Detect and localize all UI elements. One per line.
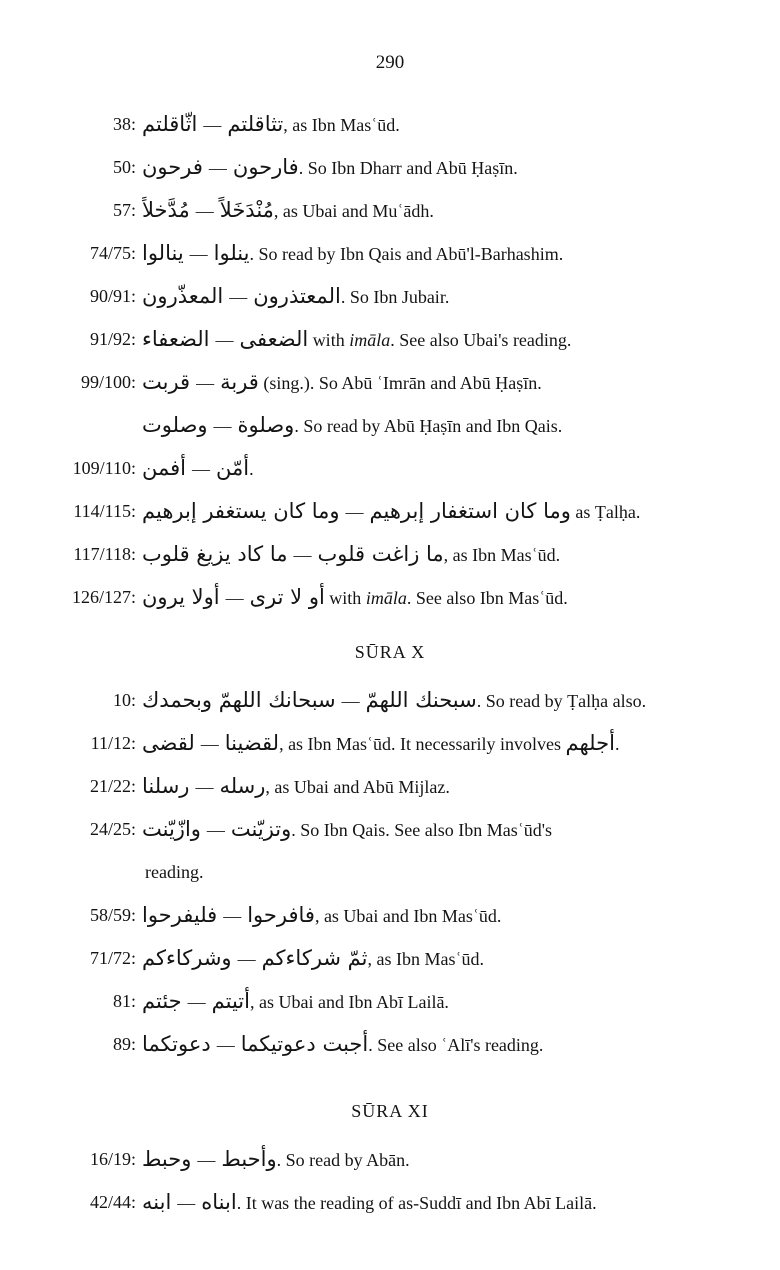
verse-ref: 99/100: [80, 372, 136, 392]
entry-note: , as Ubai and Abū Mijlaz. [265, 777, 450, 797]
reading-arabic: فليفرحوا [142, 903, 218, 927]
entry-note: , as Ubai and Ibn Masʿūd. [314, 906, 502, 926]
verse-ref: 91/92: [89, 329, 136, 349]
entry-body [142, 405, 706, 445]
verse-ref: 126/127: [71, 587, 136, 607]
entry-body [142, 938, 706, 978]
verse-ref: 71/72: [89, 948, 136, 968]
entry-body [142, 1024, 706, 1064]
variant-arabic: المعتذرون [253, 284, 341, 308]
entry-note: reading. [145, 862, 204, 882]
entry-body [142, 1139, 706, 1179]
reading-arabic: مُدَّخلاً [142, 198, 190, 222]
entry-note-tail: . [614, 734, 620, 754]
sura-heading: SŪRA X [354, 642, 426, 662]
entry-body [142, 723, 706, 763]
reading-arabic: المعذّرون [142, 284, 224, 308]
apparatus-line [0, 723, 780, 763]
entry-note: , as Ibn Masʿūd. It necessarily involves [279, 734, 566, 754]
apparatus-line [0, 147, 780, 187]
variant-arabic: قربة [220, 370, 259, 394]
entry-note: with [324, 588, 366, 608]
apparatus-line [0, 448, 780, 488]
apparatus-line [0, 577, 780, 617]
dash-separator: — [229, 287, 248, 307]
reading-arabic: ما كاد يزيغ قلوب [142, 542, 288, 566]
dash-separator: — [203, 115, 222, 135]
apparatus-line [0, 809, 780, 849]
dash-separator: — [197, 1150, 216, 1170]
note-arabic: أجلهم [565, 731, 615, 755]
entry-note: . So Ibn Dharr and Abū Ḥaṣīn. [298, 158, 518, 178]
entry-note-tail: . See also Ubai's reading. [390, 330, 572, 350]
apparatus-line [0, 938, 780, 978]
reading-arabic: قربت [142, 370, 191, 394]
variant-arabic: أو لا ترى [249, 585, 325, 609]
apparatus-line [0, 233, 780, 273]
reading-arabic: اثّاقلتم [142, 112, 198, 136]
variant-arabic: الضعفى [239, 327, 309, 351]
reading-arabic: جئتم [142, 989, 182, 1013]
dash-separator: — [189, 244, 208, 264]
verse-ref: 50: [112, 157, 136, 177]
variant-arabic: أتيتم [211, 989, 250, 1013]
dash-separator: — [213, 416, 232, 436]
reading-arabic: وما كان يستغفر إبرهيم [142, 499, 340, 523]
entry-body [142, 895, 706, 935]
dash-separator: — [341, 691, 360, 711]
entry-note: . So read by Ṭalḥa also. [476, 691, 647, 711]
entry-note: . So read by Abū Ḥaṣīn and Ibn Qais. [294, 416, 563, 436]
verse-ref: 24/25: [89, 819, 136, 839]
sura-heading: SŪRA XI [351, 1101, 429, 1121]
variant-arabic: فارحون [232, 155, 299, 179]
entry-body [142, 276, 706, 316]
verse-ref: 90/91: [89, 286, 136, 306]
dash-separator: — [293, 545, 312, 565]
reading-arabic: أفمن [142, 456, 186, 480]
italic-term: imāla [349, 330, 391, 350]
entry-body [142, 534, 706, 574]
reading-arabic: ينالوا [142, 241, 184, 265]
apparatus-line [0, 766, 780, 806]
apparatus-line [0, 1182, 780, 1222]
dash-separator: — [223, 906, 242, 926]
reading-arabic: الضعفاء [142, 327, 210, 351]
entry-body [142, 233, 706, 273]
dash-separator: — [237, 949, 256, 969]
reading-arabic: لقضى [142, 731, 195, 755]
reading-arabic: وصلوت [142, 413, 208, 437]
reading-arabic: دعوتكما [142, 1032, 211, 1056]
variant-arabic: مُنْدَخَلاً [219, 198, 274, 222]
dash-separator: — [206, 820, 225, 840]
dash-separator: — [192, 459, 210, 479]
dash-separator: — [187, 992, 206, 1012]
variant-arabic: أجبت دعوتيكما [240, 1032, 369, 1056]
verse-ref: 57: [112, 200, 136, 220]
dash-separator: — [195, 201, 214, 221]
verse-ref: 81: [112, 991, 136, 1011]
entry-note: , as Ubai and Muʿādh. [273, 201, 434, 221]
italic-term: imāla [365, 588, 407, 608]
apparatus-line [0, 1139, 780, 1179]
entry-body [142, 809, 706, 849]
verse-ref: 16/19: [89, 1149, 136, 1169]
verse-ref: 89: [112, 1034, 136, 1054]
verse-ref: 74/75: [89, 243, 136, 263]
entry-body [142, 147, 706, 187]
entry-note: . So Ibn Jubair. [340, 287, 450, 307]
dash-separator: — [200, 734, 219, 754]
variant-arabic: تثاقلتم [227, 112, 284, 136]
dash-separator: — [225, 588, 244, 608]
variant-arabic: ينلوا [213, 241, 250, 265]
entry-note: , as Ibn Masʿūd. [283, 115, 400, 135]
variant-arabic: ثمّ شركاءكم [261, 946, 368, 970]
entry-body [142, 1182, 706, 1222]
apparatus-line [0, 276, 780, 316]
verse-ref: 114/115: [73, 501, 136, 521]
dash-separator: — [345, 502, 364, 522]
entry-body [142, 104, 706, 144]
apparatus-line [0, 319, 780, 359]
dash-separator: — [196, 373, 215, 393]
entry-note: . So Ibn Qais. See also Ibn Masʿūd's [291, 820, 553, 840]
entry-note: . So read by Abān. [276, 1150, 410, 1170]
entry-note: . [249, 459, 254, 479]
verse-ref: 21/22: [89, 776, 136, 796]
entry-note: (sing.). So Abū ʿImrān and Abū Ḥaṣīn. [258, 373, 542, 393]
apparatus-line [0, 405, 780, 445]
apparatus-line [0, 981, 780, 1021]
dash-separator: — [215, 330, 234, 350]
variant-arabic: وتزيّنت [230, 817, 292, 841]
entry-note: . So read by Ibn Qais and Abū'l-Barhashim. [249, 244, 564, 264]
apparatus-line [0, 680, 780, 720]
apparatus-line [0, 190, 780, 230]
dash-separator: — [216, 1035, 235, 1055]
reading-arabic: وحبط [142, 1147, 192, 1171]
variant-arabic: أمّن [216, 456, 250, 480]
apparatus-line [0, 852, 780, 892]
variant-arabic: وأحبط [221, 1147, 277, 1171]
entry-body [142, 491, 706, 531]
entry-note: , as Ubai and Ibn Abī Lailā. [249, 992, 449, 1012]
entry-body [142, 680, 706, 720]
reading-arabic: وشركاءكم [142, 946, 232, 970]
apparatus-line [0, 1024, 780, 1064]
variant-arabic: رسله [219, 774, 266, 798]
entry-note: . It was the reading of as-Suddī and Ibn Abī Lailā. [236, 1193, 597, 1213]
entry-note: with [308, 330, 350, 350]
variant-arabic: ابناه [201, 1190, 237, 1214]
verse-ref: 42/44: [89, 1192, 136, 1212]
entry-body [142, 319, 706, 359]
apparatus-line [0, 362, 780, 402]
variant-arabic: سبحنك اللهمّ [365, 688, 477, 712]
entry-body [145, 852, 706, 892]
reading-arabic: فرحون [142, 155, 203, 179]
apparatus-line [0, 491, 780, 531]
entry-note: , as Ibn Masʿūd. [367, 949, 484, 969]
variant-arabic: لقضينا [224, 731, 280, 755]
entry-body [142, 766, 706, 806]
entry-body [142, 362, 706, 402]
entry-note-tail: . See also Ibn Masʿūd. [406, 588, 568, 608]
entry-note: . See also ʿAlī's reading. [368, 1035, 544, 1055]
entry-note: as Ṭalḥa. [570, 502, 641, 522]
apparatus-line [0, 534, 780, 574]
verse-ref: 58/59: [89, 905, 136, 925]
dash-separator: — [177, 1193, 196, 1213]
entry-body [142, 577, 706, 617]
entry-body [142, 448, 706, 488]
variant-arabic: وما كان استغفار إبرهيم [369, 499, 571, 523]
entry-body [142, 190, 706, 230]
reading-arabic: أولا يرون [142, 585, 220, 609]
variant-arabic: ما زاغت قلوب [317, 542, 444, 566]
verse-ref: 109/110: [72, 458, 136, 478]
entry-note: , as Ibn Masʿūd. [443, 545, 561, 565]
page-number: 290 [375, 52, 405, 73]
reading-arabic: ابنه [142, 1190, 172, 1214]
reading-arabic: رسلنا [142, 774, 190, 798]
dash-separator: — [195, 777, 214, 797]
variant-arabic: وصلوة [237, 413, 295, 437]
apparatus-line [0, 895, 780, 935]
verse-ref: 11/12: [90, 733, 136, 753]
reading-arabic: وازّيّنت [142, 817, 201, 841]
entry-body [142, 981, 706, 1021]
variant-arabic: فافرحوا [247, 903, 315, 927]
dash-separator: — [208, 158, 227, 178]
apparatus-line [0, 104, 780, 144]
verse-ref: 38: [112, 114, 136, 134]
verse-ref: 117/118: [73, 544, 136, 564]
reading-arabic: سبحانك اللهمّ وبحمدك [142, 688, 336, 712]
verse-ref: 10: [112, 690, 136, 710]
